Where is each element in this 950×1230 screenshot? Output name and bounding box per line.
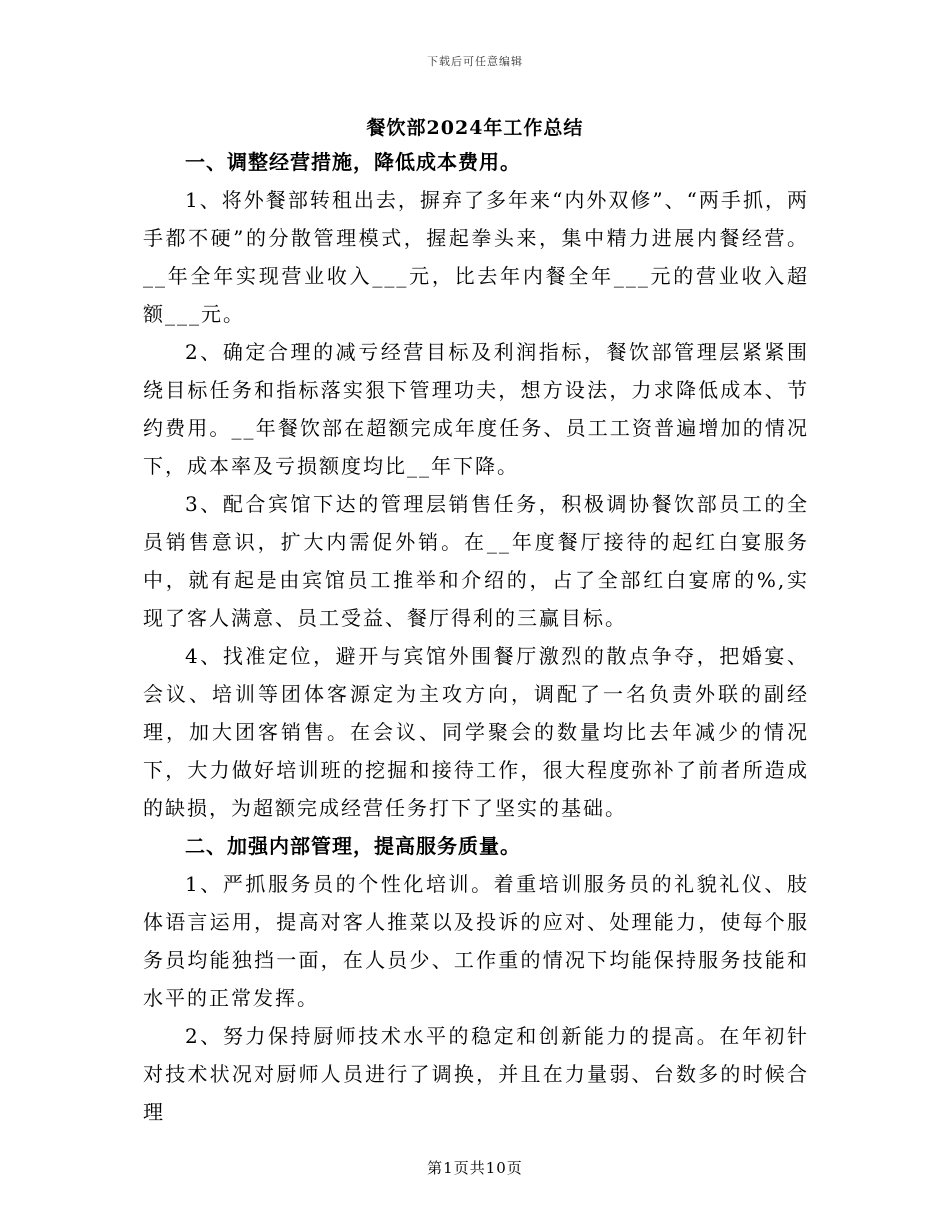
section-1-paragraph-1: 1、将外餐部转租出去，摒弃了多年来“内外双修”、“两手抓，两手都不硬”的分散管理模式，握起拳头来，集中精力进展内餐经营。__年全年实现营业收入___元，比去年内餐全年___元的营业收入超额___元。 [143,188,809,326]
section-1-paragraph-2: 2、确定合理的减亏经营目标及利润指标，餐饮部管理层紧紧围绕目标任务和指标落实狠下管理功夫，想方设法，力求降低成本、节约费用。__年餐饮部在超额完成年度任务、员工工资普遍增加的情况下，成本率及亏损额度均比__年下降。 [143,340,809,478]
section-2-heading: 二、加强内部管理，提高服务质量。 [185,834,521,858]
section-1-paragraph-3: 3、配合宾馆下达的管理层销售任务，积极调协餐饮部员工的全员销售意识，扩大内需促外销。在__年度餐厅接待的起红白宴服务中，就有起是由宾馆员工推举和介绍的，占了全部红白宴席的%,实现了客人满意、员工受益、餐厅得利的三赢目标。 [143,492,809,630]
section-2-paragraph-1: 1、严抓服务员的个性化培训。着重培训服务员的礼貌礼仪、肢体语言运用，提高对客人推菜以及投诉的应对、处理能力，使每个服务员均能独挡一面，在人员少、工作重的情况下均能保持服务技能和水平的正常发挥。 [143,872,809,1010]
header-note: 下载后可任意编辑 [427,55,523,68]
section-1-paragraph-4: 4、找准定位，避开与宾馆外围餐厅激烈的散点争夺，把婚宴、会议、培训等团体客源定为主攻方向，调配了一名负责外联的副经理，加大团客销售。在会议、同学聚会的数量均比去年减少的情况下，大力做好培训班的挖掘和接待工作，很大程度弥补了前者所造成的缺损，为超额完成经营任务打下了坚实的基础。 [143,644,809,820]
page-footer: 第1页共10页 [427,1159,523,1177]
document-title: 餐饮部2024年工作总结 [366,117,584,139]
document-body [143,143,809,1131]
section-2-paragraph-2: 2、努力保持厨师技术水平的稳定和创新能力的提高。在年初针对技术状况对厨师人员进行了调换，并且在力量弱、台数多的时候合理 [143,1024,809,1124]
section-1-heading: 一、调整经营措施，降低成本费用。 [185,150,521,174]
